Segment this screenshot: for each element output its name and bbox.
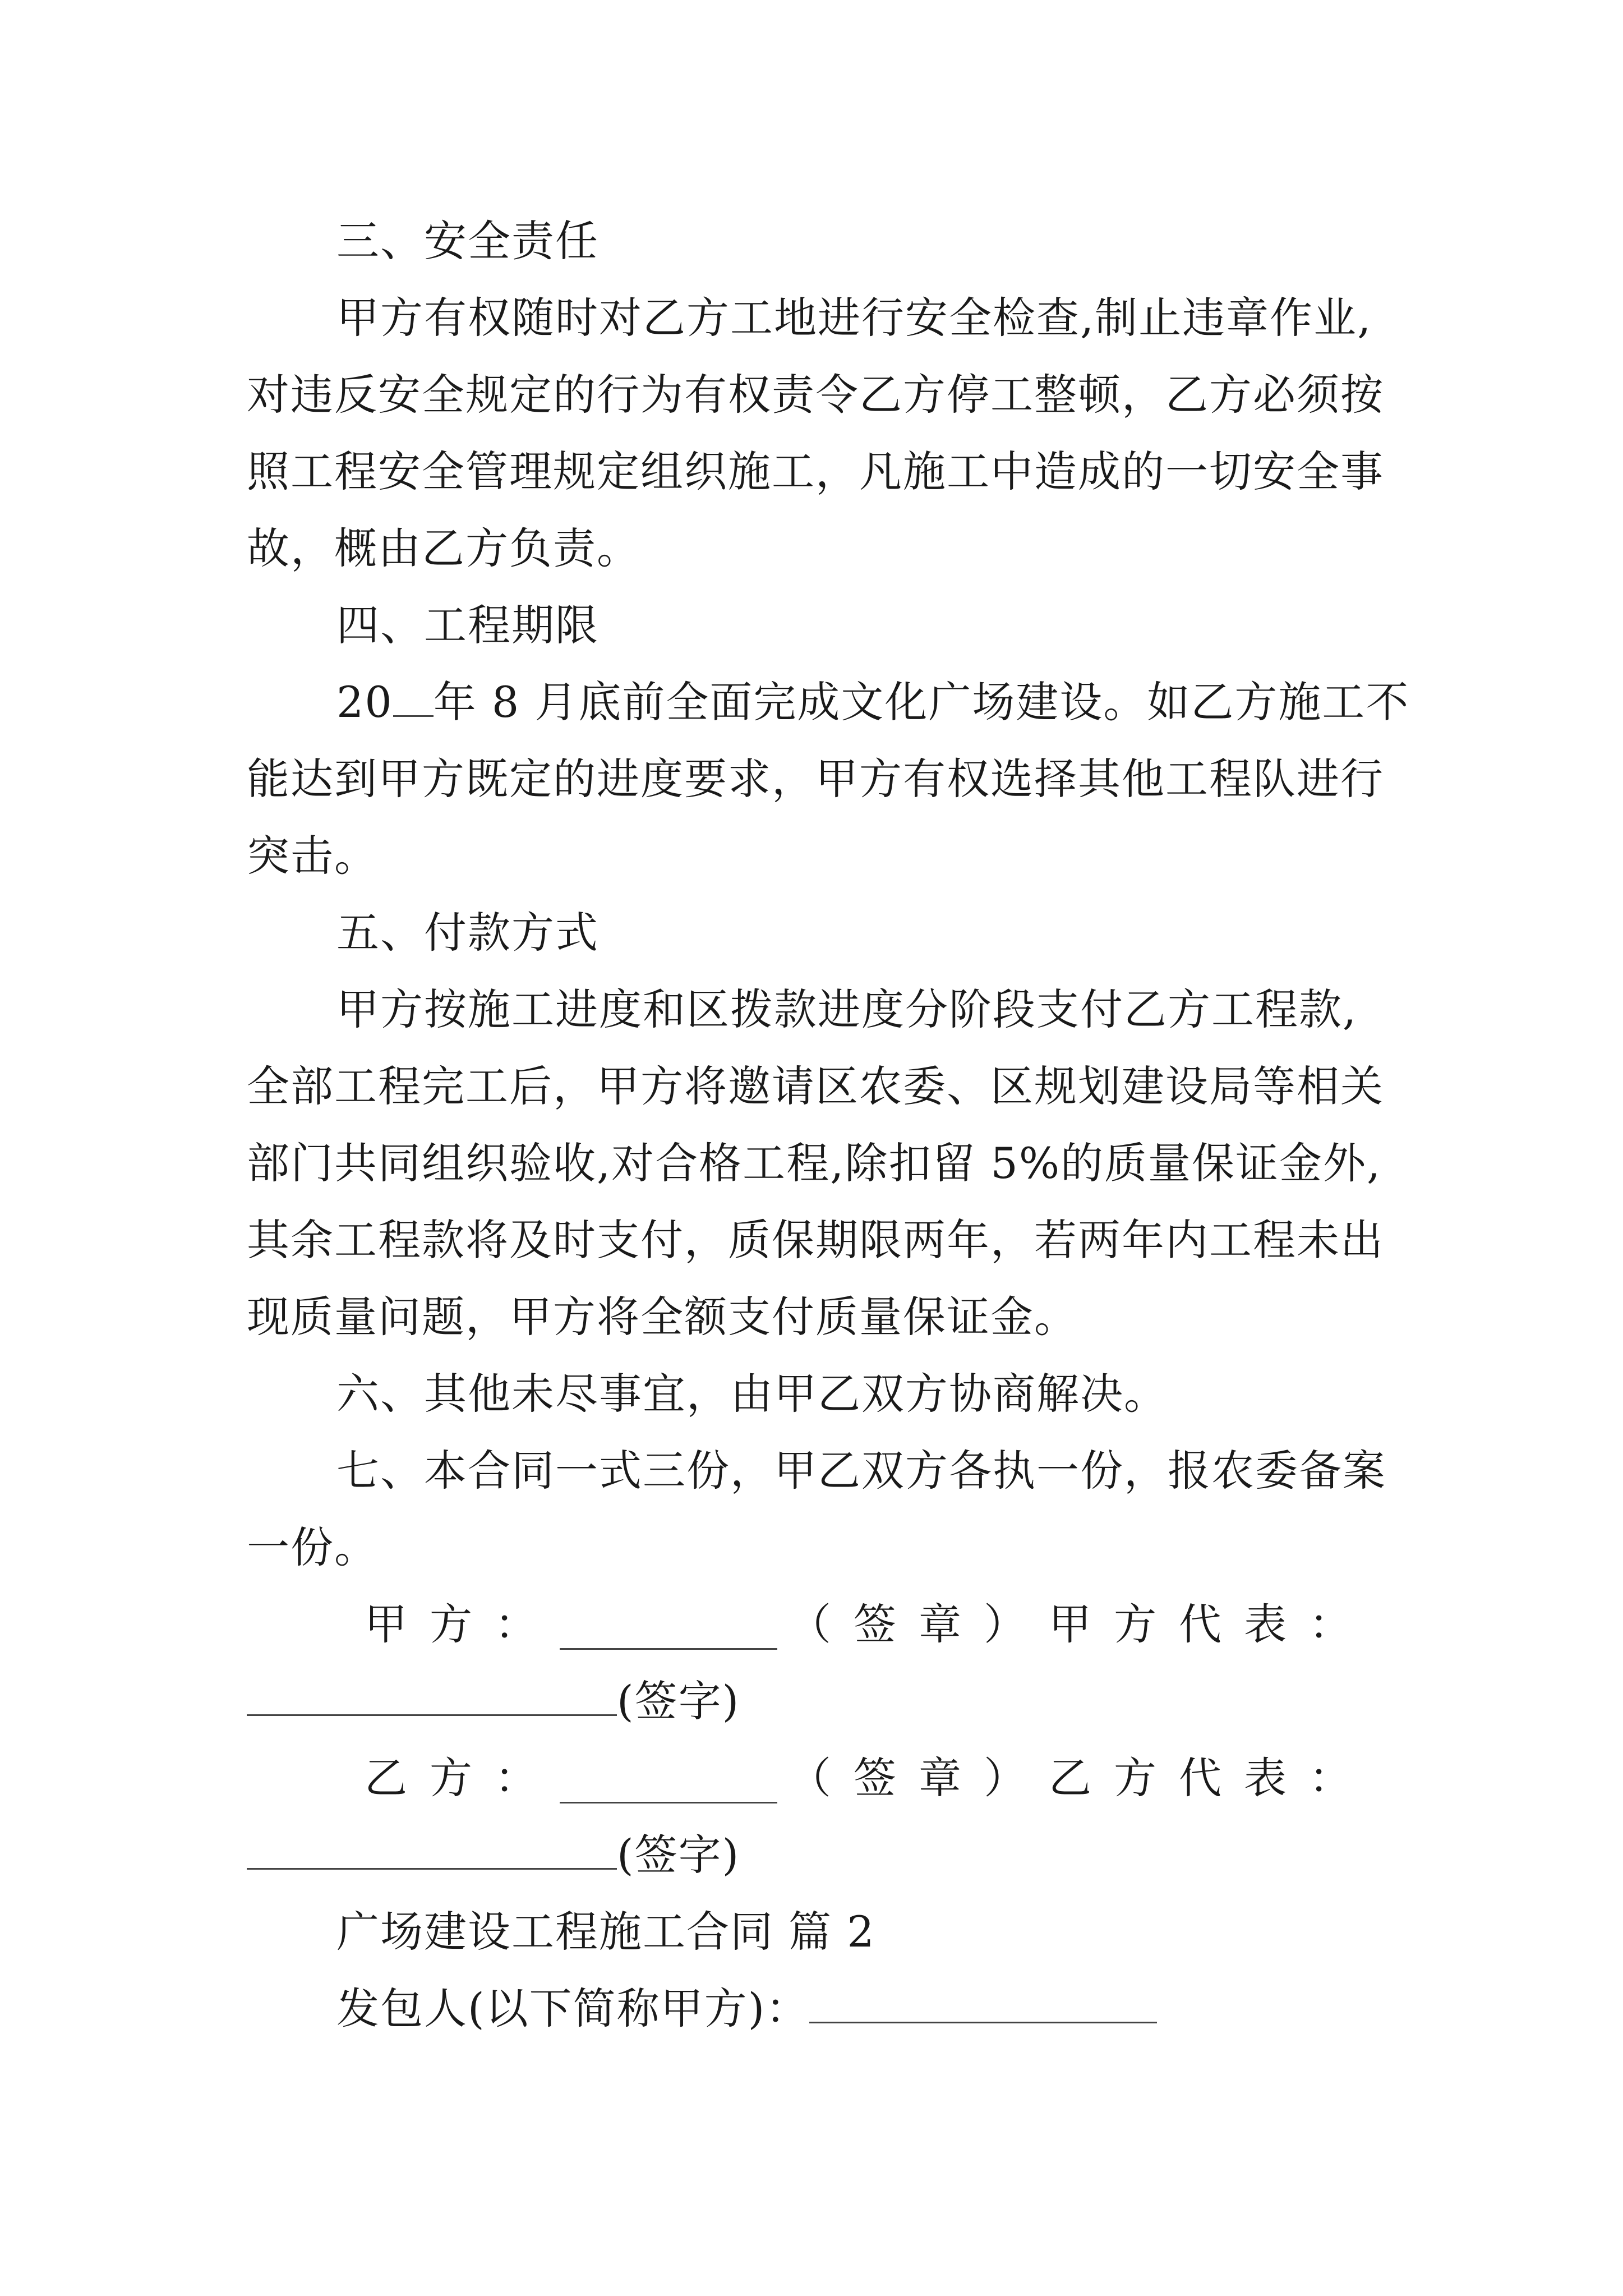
section-3-paragraph-line-2: 对违反安全规定的行为有权责令乙方停工整顿，乙方必须按 — [247, 370, 1384, 420]
section-5-paragraph-line-1: 甲方按施工进度和区拨款进度分阶段支付乙方工程款, — [336, 984, 1358, 1034]
party-a-signature-row — [247, 1599, 1374, 1650]
section-6: 六、其他未尽事宜，由甲乙双方协商解决。 — [336, 1369, 1168, 1419]
party-a-representative-blank — [247, 1680, 617, 1716]
year-blank — [393, 680, 434, 717]
section-4-title: 四、工程期限 — [336, 600, 599, 650]
section-5-paragraph-line-5: 现质量问题，甲方将全额支付质量保证金。 — [247, 1292, 1078, 1342]
party-a-seal-blank — [560, 1613, 777, 1650]
section-3-title: 三、安全责任 — [336, 216, 599, 266]
party-b-seal-label: （签章）乙方代表： — [789, 1753, 1374, 1803]
section-5-paragraph-line-2: 全部工程完工后，甲方将邀请区农委、区规划建设局等相关 — [247, 1061, 1384, 1111]
section-3-paragraph-line-3: 照工程安全管理规定组织施工，凡施工中造成的一切安全事 — [247, 447, 1384, 496]
party-a-label: 甲方： — [365, 1599, 560, 1649]
party-b-label: 乙方： — [365, 1753, 560, 1803]
party-b-signature-row — [247, 1753, 1374, 1803]
section-4-paragraph-line-1 — [336, 677, 1409, 728]
part-2-contractor-label: 发包人(以下简称甲方)： — [336, 1984, 810, 2033]
part-2-contractor-line — [336, 1984, 1157, 2034]
party-b-seal-blank — [560, 1767, 777, 1803]
section-7-line-2: 一份。 — [247, 1522, 378, 1572]
section-5-paragraph-line-3: 部门共同组织验收,对合格工程,除扣留 5%的质量保证金外, — [247, 1138, 1382, 1188]
party-b-representative-line — [247, 1830, 740, 1880]
part-2-contractor-blank — [809, 1987, 1157, 2023]
part-2-title: 广场建设工程施工合同 篇 2 — [336, 1907, 875, 1957]
section-7-line-1: 七、本合同一式三份，甲乙双方各执一份，报农委备案 — [336, 1446, 1386, 1496]
party-a-representative-line — [247, 1676, 740, 1727]
section-4-paragraph-line-1-text: 年 8 月底前全面完成文化广场建设。如乙方施工不 — [433, 677, 1410, 727]
section-4-paragraph-line-3: 突击。 — [247, 831, 378, 881]
party-b-sign-label: (签字) — [617, 1830, 740, 1880]
section-4-paragraph-line-2: 能达到甲方既定的进度要求，甲方有权选择其他工程队进行 — [247, 754, 1384, 804]
party-b-representative-blank — [247, 1833, 617, 1870]
party-a-seal-label: （签章）甲方代表： — [789, 1599, 1374, 1649]
section-3-paragraph-line-4: 故，概由乙方负责。 — [247, 523, 640, 573]
party-a-sign-label: (签字) — [617, 1676, 740, 1726]
year-prefix: 20 — [336, 677, 393, 727]
section-3-paragraph-line-1: 甲方有权随时对乙方工地进行安全检查,制止违章作业, — [336, 293, 1372, 343]
section-5-title: 五、付款方式 — [336, 908, 599, 958]
section-5-paragraph-line-4: 其余工程款将及时支付，质保期限两年，若两年内工程未出 — [247, 1215, 1384, 1265]
